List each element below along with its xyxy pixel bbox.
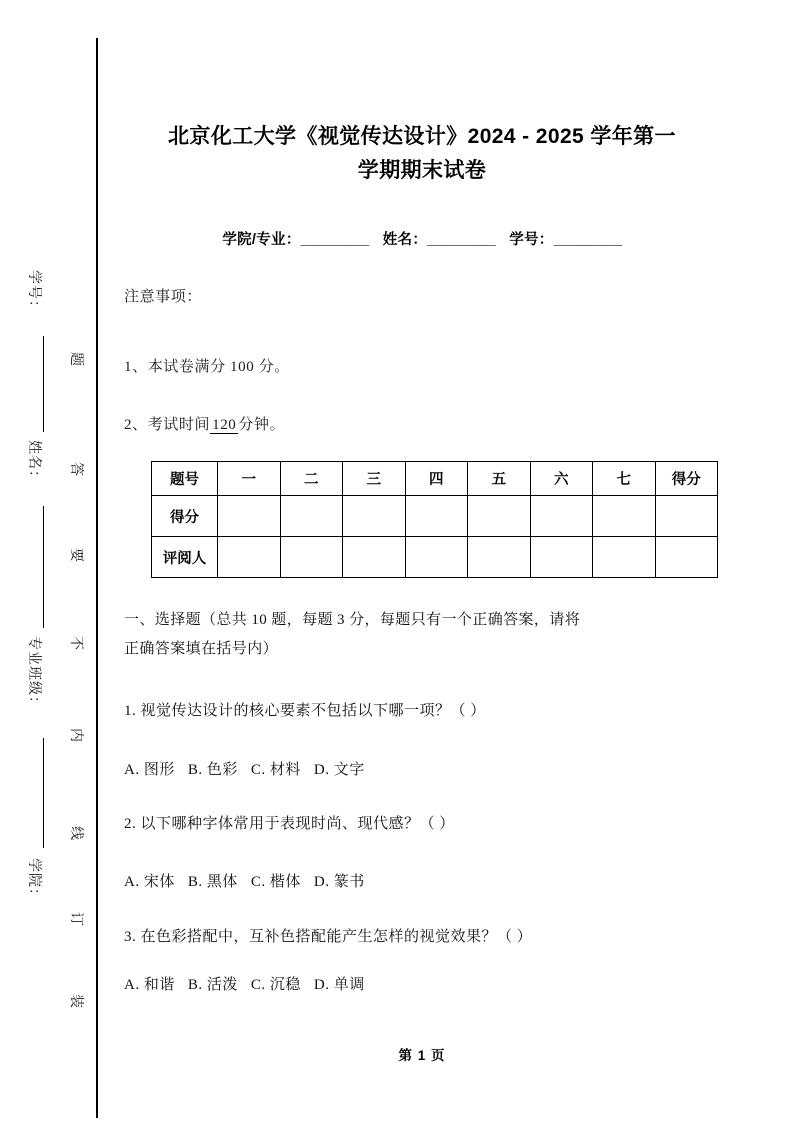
binding-notice-column bbox=[68, 0, 108, 1122]
binding-notice-char-ding: 订 bbox=[68, 912, 83, 927]
name-blank[interactable]: _________ bbox=[427, 232, 496, 248]
binding-rule-student-id bbox=[43, 336, 44, 432]
score-table-header-0: 题号 bbox=[152, 462, 218, 496]
note-item-2 bbox=[124, 413, 724, 434]
binding-label-major-class: 专业班级： bbox=[26, 636, 41, 711]
question-2-option-a[interactable]: A. 宋体 bbox=[124, 874, 175, 890]
question-2-options bbox=[124, 870, 724, 891]
page-title-line-1: 北京化工大学《视觉传达设计》2024 - 2025 学年第一 bbox=[168, 125, 676, 148]
college-major-label: 学院/专业： bbox=[222, 232, 301, 248]
reviewer-cell[interactable] bbox=[655, 537, 718, 578]
table-row-reviewer bbox=[152, 537, 718, 578]
question-3-options bbox=[124, 973, 724, 994]
question-1-option-c[interactable]: C. 材料 bbox=[250, 762, 301, 778]
table-row-score bbox=[152, 496, 718, 537]
reviewer-cell[interactable] bbox=[218, 537, 281, 578]
binding-label-student-id: 学号： bbox=[26, 270, 41, 315]
binding-notice-char-yao: 要 bbox=[68, 548, 83, 563]
section-1-heading-line-2: 正确答案填在括号内） bbox=[124, 640, 279, 657]
score-cell[interactable] bbox=[405, 496, 468, 537]
binding-notice-char-bu: 不 bbox=[68, 636, 83, 651]
binding-label-name: 姓名： bbox=[26, 440, 41, 485]
score-table-header-7: 七 bbox=[593, 462, 656, 496]
question-1-stem: 1. 视觉传达设计的核心要素不包括以下哪一项？（ ） bbox=[124, 703, 486, 719]
score-table bbox=[151, 461, 718, 578]
question-2-stem: 2. 以下哪种字体常用于表现时尚、现代感？（ ） bbox=[124, 816, 455, 832]
question-3-stem: 3. 在色彩搭配中，互补色搭配能产生怎样的视觉效果？（ ） bbox=[124, 929, 533, 945]
score-cell[interactable] bbox=[530, 496, 593, 537]
binding-notice-char-da: 答 bbox=[68, 462, 83, 477]
question-3-option-b[interactable]: B. 活泼 bbox=[187, 977, 238, 993]
score-table-header-3: 三 bbox=[343, 462, 406, 496]
binding-notice-char-zhuang: 装 bbox=[68, 994, 83, 1009]
reviewer-cell[interactable] bbox=[405, 537, 468, 578]
section-1-heading bbox=[124, 606, 724, 664]
reviewer-cell[interactable] bbox=[593, 537, 656, 578]
table-row-header bbox=[152, 462, 718, 496]
score-table-header-2: 二 bbox=[280, 462, 343, 496]
page-body bbox=[122, 0, 722, 1122]
score-cell[interactable] bbox=[468, 496, 531, 537]
score-cell[interactable] bbox=[593, 496, 656, 537]
reviewer-cell[interactable] bbox=[468, 537, 531, 578]
question-3-option-c[interactable]: C. 沉稳 bbox=[250, 977, 301, 993]
question-2-option-c[interactable]: C. 楷体 bbox=[250, 874, 301, 890]
question-1-option-b[interactable]: B. 色彩 bbox=[187, 762, 238, 778]
question-2-option-d[interactable]: D. 篆书 bbox=[313, 874, 365, 890]
note-item-1: 1、本试卷满分 100 分。 bbox=[124, 359, 290, 375]
reviewer-row-label: 评阅人 bbox=[152, 537, 218, 578]
student-info-row bbox=[122, 228, 722, 249]
page-title-line-2: 学期期末试卷 bbox=[357, 159, 487, 183]
note-item-2-prefix: 2、考试时间 bbox=[124, 417, 211, 433]
binding-rule-name bbox=[43, 506, 44, 628]
binding-label-college: 学院： bbox=[26, 858, 41, 903]
score-table-header-4: 四 bbox=[405, 462, 468, 496]
question-1-option-d[interactable]: D. 文字 bbox=[313, 762, 365, 778]
binding-rule-major-class bbox=[43, 738, 44, 848]
section-1-heading-line-1: 一、选择题（总共 10 题，每题 3 分，每题只有一个正确答案，请将 bbox=[124, 612, 581, 628]
reviewer-cell[interactable] bbox=[530, 537, 593, 578]
question-2-option-b[interactable]: B. 黑体 bbox=[187, 874, 238, 890]
score-table-header-8: 得分 bbox=[655, 462, 718, 496]
binding-notice-char-nei: 内 bbox=[68, 728, 83, 743]
binding-field-labels bbox=[24, 0, 64, 1122]
score-row-label: 得分 bbox=[152, 496, 218, 537]
reviewer-cell[interactable] bbox=[280, 537, 343, 578]
score-table-header-1: 一 bbox=[218, 462, 281, 496]
question-3-option-a[interactable]: A. 和谐 bbox=[124, 977, 175, 993]
student-id-label: 学号： bbox=[509, 232, 554, 248]
name-label: 姓名： bbox=[382, 232, 428, 248]
page-title bbox=[122, 120, 722, 188]
question-1-options bbox=[124, 758, 724, 779]
score-cell[interactable] bbox=[343, 496, 406, 537]
binding-notice-char-ti: 题 bbox=[68, 352, 83, 367]
student-id-blank[interactable]: _________ bbox=[553, 232, 622, 248]
binding-margin bbox=[0, 0, 97, 1122]
question-1-option-a[interactable]: A. 图形 bbox=[124, 762, 175, 778]
score-cell[interactable] bbox=[218, 496, 281, 537]
score-table-header-5: 五 bbox=[468, 462, 531, 496]
score-table-header-6: 六 bbox=[530, 462, 593, 496]
question-3-option-d[interactable]: D. 单调 bbox=[313, 977, 365, 993]
exam-duration-value: 120 bbox=[212, 417, 237, 433]
score-cell[interactable] bbox=[280, 496, 343, 537]
note-item-2-suffix: 分钟。 bbox=[238, 417, 286, 433]
score-cell[interactable] bbox=[655, 496, 718, 537]
college-major-blank[interactable]: _________ bbox=[300, 232, 369, 248]
reviewer-cell[interactable] bbox=[343, 537, 406, 578]
page-footer: 第 1 页 bbox=[398, 1048, 446, 1063]
binding-notice-char-xian: 线 bbox=[68, 826, 83, 841]
notes-heading: 注意事项： bbox=[124, 289, 203, 305]
